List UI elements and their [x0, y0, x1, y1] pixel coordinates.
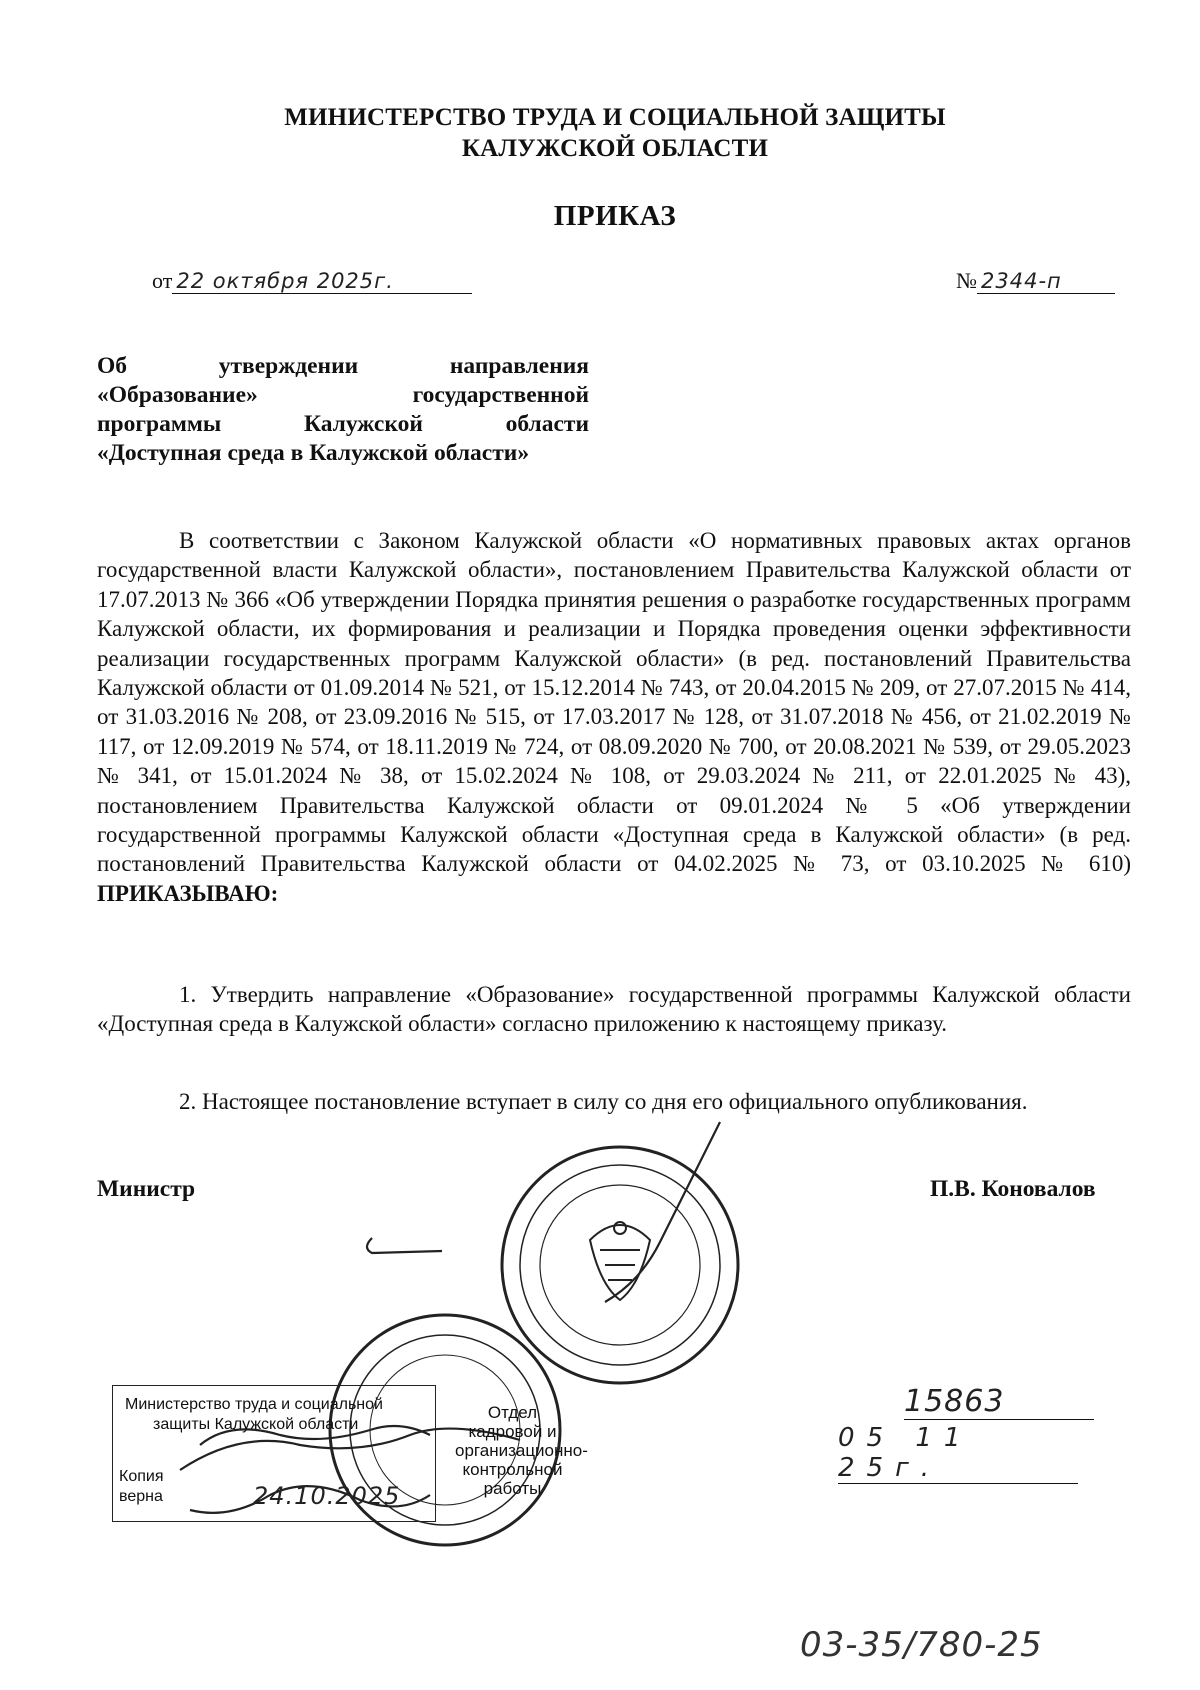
date-prefix: от [152, 268, 173, 293]
document-type: ПРИКАЗ [553, 200, 677, 232]
copy-line-3: Копия [119, 1468, 164, 1485]
copy-line-4: верна [119, 1488, 163, 1505]
subject-line-1: Об утверждении направления [97, 353, 589, 379]
copy-line-2: защиты Калужской области [153, 1416, 359, 1433]
number-prefix: № [956, 268, 977, 293]
registration-number: 15863 [904, 1384, 1094, 1420]
item-1-text: 1. Утвердить направление «Образование» государственной программы Калужской области «Доступная среда в Калужской области» согласно приложению к настоящему приказу. [97, 982, 1131, 1037]
org-line-2: КАЛУЖСКОЙ ОБЛАСТИ [461, 135, 769, 162]
subject-line-4: «Доступная среда в Калужской области» [97, 440, 530, 466]
subject-line-2: «Образование» государственной [97, 382, 589, 408]
coat-of-arms-icon [590, 1222, 650, 1300]
official-seal [502, 1147, 738, 1383]
subject-line-3: программы Калужской области [97, 411, 589, 437]
order-word: ПРИКАЗЫВАЮ: [97, 880, 279, 906]
registration-stamp-faint [760, 1284, 1130, 1320]
incoming-number-handwritten: 03-35/780-25 [800, 1625, 1043, 1665]
registration-date: 05 11 25г. [838, 1423, 1078, 1484]
signer-name: П.В. Коновалов [930, 1176, 1096, 1202]
org-line-1: МИНИСТЕРСТВО ТРУДА И СОЦИАЛЬНОЙ ЗАЩИТЫ [284, 104, 946, 131]
copy-line-1: Министерство труда и социальной [125, 1396, 383, 1413]
preamble-text: В соответствии с Законом Калужской области «О нормативных правовых актах органов государственной власти Калужской области», постановлением Правительства Калужской области от 17.07.2013 № 366 «Об утверждении Порядка принятия решения о разработке государственных программ Калужской области, их формирования и реализации и Порядка проведения оценки эффективности реализации государственных программ Калужской области» (в ред. постановлений Правительства Калужской области от 01.09.2014 № 521, от 15.12.2014 № 743, от 20.04.2015 № 209, от 27.07.2015 № 414, от 31.03.2016 № 208, от 23.09.2016 № 515, от 17.03.2017 № 128, от 31.07.2018 № 456, от 21.02.2019 № 117, от 12.09.2019 № 574, от 18.11.2019 № 724, от 08.09.2020 № 700, от 20.08.2021 № 539, от 29.05.2023 № 341, от 15.01.2024 № 38, от 15.02.2024 № 108, от 29.03.2024 № 211, от 22.01.2025 № 43), постановлением Правительства Калужской области от 09.01.2024 № 5 «Об утверждении государственной программы Калужской области «Доступная среда в Калужской области» (в ред. постановлений Правительства Калужской области от 04.02.2025 № 73, от 03.10.2025 № 610) [97, 528, 1131, 877]
copy-department: Отдел кадровой и организационно-контрольной работы [455, 1403, 588, 1498]
signer-position: Министр [97, 1176, 196, 1202]
number-handwritten: 2344-п [977, 269, 1115, 294]
copy-date-handwritten: 24.10.2025 [253, 1482, 401, 1510]
item-2-text: 2. Настоящее постановление вступает в силу со дня его официального опубликования. [179, 1089, 1028, 1114]
date-handwritten: 22 октября 2025г. [172, 269, 472, 294]
copy-certification-box [112, 1385, 436, 1522]
